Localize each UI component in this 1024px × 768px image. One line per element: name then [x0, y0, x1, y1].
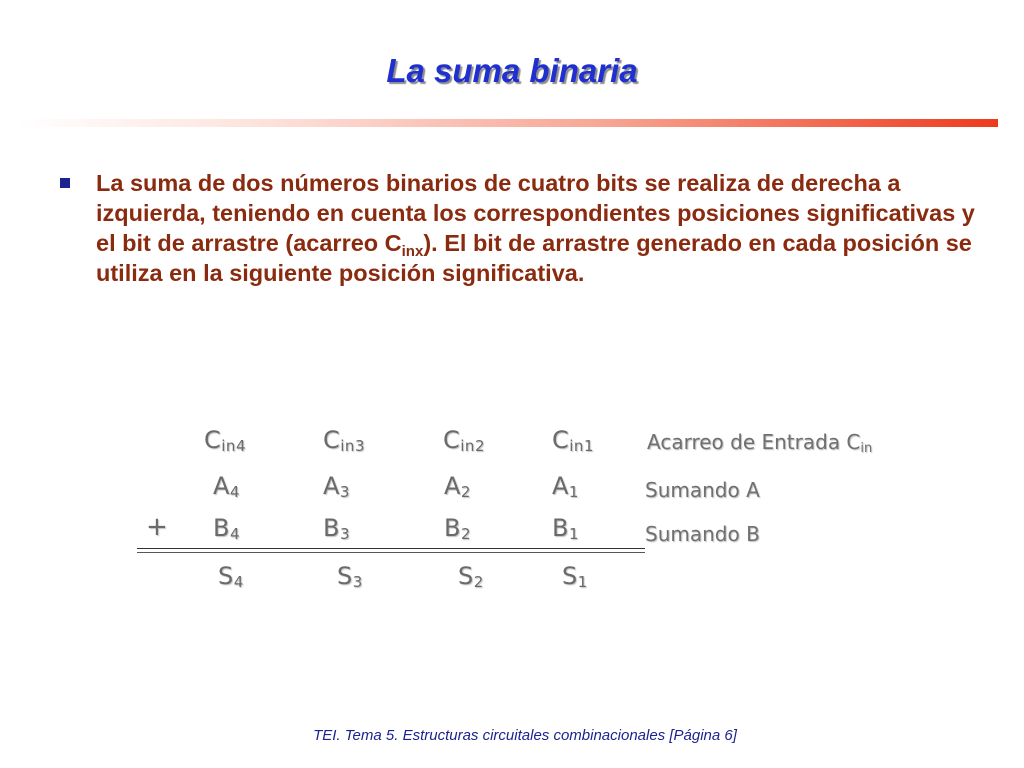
table-cell-s4: [218, 562, 244, 591]
bullet-text-part-2: ). El bit de arrastre generado en cada posición se utiliza en la siguiente posición significativa.: [96, 230, 972, 286]
plus-operator: +: [146, 512, 168, 542]
table-cell-cin4: [204, 426, 246, 455]
cell-base: S: [337, 562, 353, 590]
table-cell-cin2: [443, 426, 485, 455]
cell-sub: 1: [568, 483, 579, 501]
row-label-base: Acarreo de Entrada C: [647, 430, 861, 454]
cell-base: C: [204, 426, 222, 454]
cell-sub: 1: [577, 573, 588, 591]
cell-sub: in2: [460, 437, 485, 455]
cell-sub: 2: [473, 573, 484, 591]
sum-underline: [137, 548, 645, 553]
cell-sub: 2: [460, 525, 472, 543]
cell-base: A: [552, 472, 569, 500]
table-cell-a2: [444, 472, 471, 501]
cell-base: S: [562, 562, 578, 590]
cell-base: B: [323, 514, 340, 542]
cell-sub: 4: [233, 573, 244, 591]
table-cell-b1: [552, 514, 579, 543]
table-cell-a4: [213, 472, 240, 501]
bullet-text-part-1: La suma de dos números binarios de cuatro bits se realiza de derecha a izquierda, teniendo en cuenta los correspondientes posiciones significativas y el bit de arrastre (acarreo C: [96, 170, 975, 256]
cell-base: B: [444, 514, 461, 542]
cell-base: C: [443, 426, 461, 454]
cell-sub: 1: [568, 525, 580, 543]
cell-base: C: [552, 426, 570, 454]
table-cell-b4: [213, 514, 240, 543]
slide-title: La suma binaria: [386, 52, 638, 89]
table-cell-s2: [458, 562, 484, 591]
row-label-sumando-b: [645, 522, 760, 546]
row-label-carry: [647, 430, 872, 456]
table-cell-a3: [323, 472, 350, 501]
row-label-sumando-a: [645, 478, 760, 502]
cell-base: S: [458, 562, 474, 590]
bullet-subscript: inx: [401, 243, 424, 260]
cell-base: S: [218, 562, 234, 590]
table-cell-s3: [337, 562, 363, 591]
table-cell-cin3: [323, 426, 365, 455]
cell-sub: 4: [229, 483, 240, 501]
cell-base: C: [323, 426, 341, 454]
table-cell-b2: [444, 514, 471, 543]
cell-base: B: [213, 514, 230, 542]
row-label-sub: in: [860, 441, 873, 456]
cell-sub: 3: [339, 525, 351, 543]
cell-base: B: [552, 514, 569, 542]
cell-base: A: [213, 472, 230, 500]
row-label-base: Sumando A: [645, 478, 760, 502]
table-cell-a1: [552, 472, 579, 501]
slide-footer: TEI. Tema 5. Estructuras circuitales combinacionales [Página 6]: [313, 727, 737, 744]
cell-sub: in1: [569, 437, 594, 455]
cell-sub: 4: [229, 525, 241, 543]
cell-base: A: [444, 472, 461, 500]
row-label-base: Sumando B: [645, 522, 760, 546]
cell-sub: in4: [221, 437, 246, 455]
cell-sub: 3: [352, 573, 363, 591]
table-cell-b3: [323, 514, 350, 543]
cell-sub: 2: [460, 483, 471, 501]
cell-sub: 3: [339, 483, 350, 501]
cell-sub: in3: [340, 437, 365, 455]
table-cell-s1: [562, 562, 588, 591]
cell-base: A: [323, 472, 340, 500]
table-cell-cin1: [552, 426, 594, 455]
